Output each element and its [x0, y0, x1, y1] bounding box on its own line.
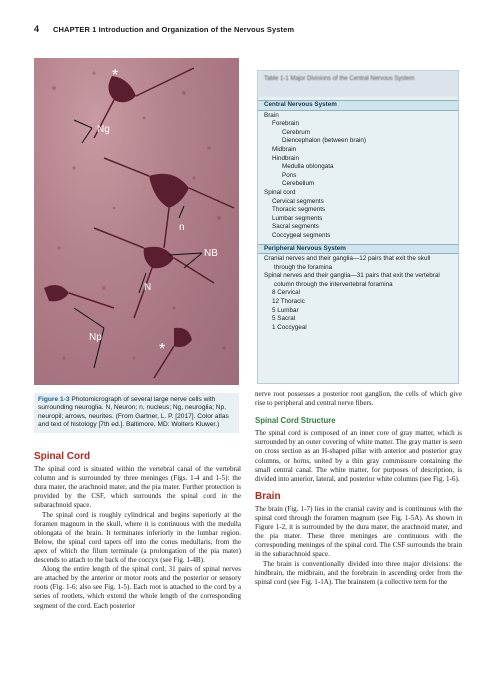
right-column: [255, 390, 462, 587]
pns-list: [258, 255, 458, 332]
paragraph: nerve root possesses a posterior root ganglion, the cells of which give rise to peripheral and central nerve fibers.: [255, 390, 462, 408]
table-item: Thoracic segments: [272, 206, 326, 214]
table-item: 8 Cervical: [272, 289, 300, 297]
table-item: 1 Coccygeal: [272, 323, 307, 331]
table-item: Forebrain: [272, 120, 299, 128]
table-item: Lumbar segments: [272, 214, 323, 222]
table-item: Cerebellum: [282, 180, 315, 188]
table-item: Pons: [282, 171, 297, 179]
chapter-title: CHAPTER 1 Introduction and Organization of the Nervous System: [53, 24, 295, 34]
section-heading-brain: Brain: [255, 490, 281, 502]
cns-list: [258, 112, 458, 241]
label-asterisk-2: *: [159, 341, 166, 358]
paragraph: Along the entire length of the spinal cord, 31 pairs of spinal nerves are attached by the anterior or motor roots and the posterior or sensory roots (Fig. 1-6; also see Fig. 1-5). Each root is attached to the cord by a series of rootlets, which extend the whole length of the corresponding segment of the cord. Each posterior: [34, 565, 241, 610]
paragraph: The spinal cord is roughly cylindrical and begins superiorly at the foramen magnum in the skull, where it is continuous with the medulla oblongata of the brain. It terminates inferiorly in the lumbar region. Below, the spinal cord tapers off into the conus medullaris, from the apex of which the filum terminale (a prolongation of the pia mater) descends to attach to the back of the coccyx (see Fig. 1-4B).: [34, 510, 241, 565]
left-column: [34, 452, 241, 611]
page-header: [34, 22, 480, 36]
cns-heading: Central Nervous System: [258, 100, 458, 111]
photomicrograph: [34, 58, 239, 385]
table-item: Coccygeal segments: [272, 231, 331, 239]
paragraph: The brain (Fig. 1-7) lies in the cranial cavity and is continuous with the spinal cord through the foramen magnum (see Fig. 1-5A). As shown in Figure 1-2, it is surrounded by the dura mater, the arachnoid mater, and the pia mater. These three meninges are continuous with the corresponding meninges of the spinal cord. The CSF surrounds the brain in the subarachnoid space.: [255, 504, 462, 559]
section-heading-spinal-cord: Spinal Cord: [34, 451, 91, 462]
label-n-lower: n: [179, 222, 185, 233]
label-asterisk: *: [112, 67, 119, 84]
table-item: Spinal nerves and their ganglia—31 pairs that exit the vertebral column through the intervertebral foramina: [264, 272, 440, 288]
pns-heading: Peripheral Nervous System: [258, 244, 458, 255]
label-np: Np: [89, 332, 102, 343]
paragraph: The spinal cord is situated within the vertebral canal of the vertebral column and is surrounded by three meninges (Figs. 1-4 and 1-5): the dura mater, the arachnoid mater, and the pia mater. Further protection is provided by the CSF, which surrounds the spinal cord in the subarachnoid space.: [34, 465, 241, 510]
table-item: Cervical segments: [272, 197, 324, 205]
table-item: Cranial nerves and their ganglia—12 pairs that exit the skull through the foramina: [264, 255, 431, 271]
figure-caption: [34, 393, 239, 433]
paragraph: The spinal cord is composed of an inner core of gray matter, which is surrounded by an outer covering of white matter. The gray matter is seen on cross section as an H-shaped pillar with anterior and posterior gray columns, or horns, united by a thin gray commissure containing the small central canal. The white matter, for purposes of description, is divided into anterior, lateral, and posterior white columns (see Fig. 1-6).: [255, 429, 462, 483]
table-item: 5 Sacral: [272, 315, 296, 323]
paragraph: The brain is conventionally divided into three major divisions: the hindbrain, the midbrain, and the forebrain in ascending order from the spinal cord (see Fig. 1-1A). The brainstem (a collective term for the: [255, 559, 462, 586]
table-item: Brain: [264, 111, 279, 119]
label-nb: NB: [204, 248, 218, 259]
table-item: Diencephalon (between brain): [282, 137, 367, 145]
table-item: Sacral segments: [272, 223, 319, 231]
table-item: 5 Lumbar: [272, 306, 299, 314]
subheading-spinal-cord-structure: Spinal Cord Structure: [255, 416, 336, 426]
table-item: Midbrain: [272, 145, 297, 153]
caption-text: Photomicrograph of several large nerve cells with surrounding neuroglia. N, Neuron; n, nucleus; Ng, neuroglia; Np, neuropil; arrows, neurites. (From Gartner, L. P. [2017]. Color atlas and text of histology [7th ed.]. Baltimore, MD: Wolters Kluwer.): [38, 396, 229, 429]
table-item: Cerebrum: [282, 128, 310, 136]
figure-label: Figure 1-3: [38, 396, 70, 403]
divisions-table: [257, 70, 459, 384]
label-n-upper: N: [144, 282, 152, 293]
table-item: Spinal cord: [264, 188, 296, 196]
photomicrograph-drawing: [34, 58, 239, 385]
table-item: Medulla oblongata: [282, 163, 334, 171]
table-item: 12 Thoracic: [272, 298, 305, 306]
table-title: Table 1-1 Major Divisions of the Central Nervous System: [258, 71, 458, 97]
page-number: 4: [34, 24, 40, 34]
table-item: Hindbrain: [272, 154, 299, 162]
label-ng: Ng: [97, 124, 110, 135]
